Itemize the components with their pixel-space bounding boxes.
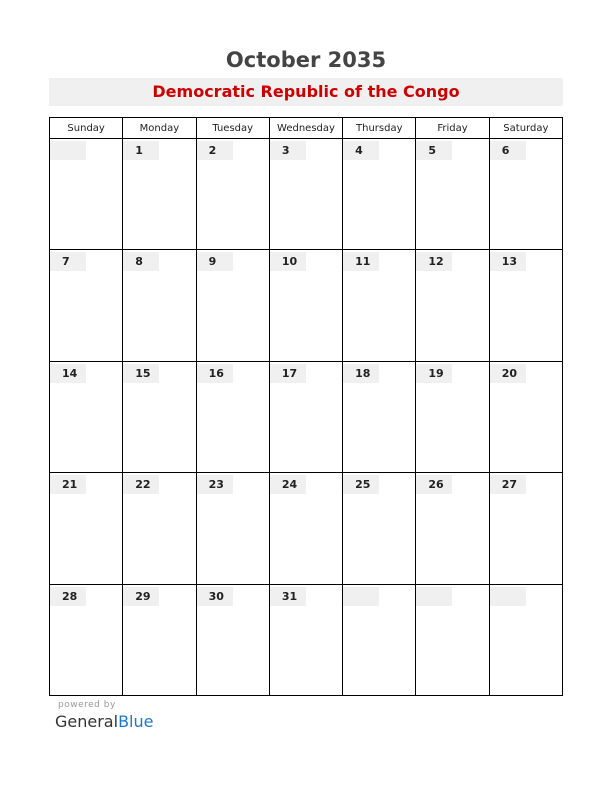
day-number: 14 (50, 364, 86, 383)
weekday-wednesday: Wednesday (269, 118, 342, 139)
day-cell (269, 139, 342, 250)
day-number (416, 587, 452, 606)
day-number: 10 (270, 252, 306, 271)
weekday-tuesday: Tuesday (196, 118, 269, 139)
country-name: Democratic Republic of the Congo (152, 82, 460, 101)
day-cell (50, 361, 123, 472)
day-number: 23 (197, 475, 233, 494)
weekday-sunday: Sunday (50, 118, 123, 139)
week-row (50, 139, 563, 250)
day-number: 11 (343, 252, 379, 271)
day-number: 19 (416, 364, 452, 383)
day-number: 5 (416, 141, 452, 160)
day-number: 29 (123, 587, 159, 606)
day-cell (416, 139, 489, 250)
day-cell (50, 250, 123, 361)
day-number: 21 (50, 475, 86, 494)
day-number: 3 (270, 141, 306, 160)
day-number: 6 (490, 141, 526, 160)
day-number: 1 (123, 141, 159, 160)
day-cell (416, 361, 489, 472)
day-number: 22 (123, 475, 159, 494)
day-number: 9 (197, 252, 233, 271)
day-cell (343, 473, 416, 584)
week-row (50, 250, 563, 361)
week-row (50, 584, 563, 695)
day-cell (123, 139, 196, 250)
day-cell (416, 584, 489, 695)
weekday-friday: Friday (416, 118, 489, 139)
day-number: 28 (50, 587, 86, 606)
day-cell (196, 250, 269, 361)
day-cell (50, 139, 123, 250)
day-cell (416, 473, 489, 584)
day-number (490, 587, 526, 606)
brand-general-text: General (55, 712, 119, 731)
day-cell (269, 250, 342, 361)
day-number: 25 (343, 475, 379, 494)
day-cell (343, 361, 416, 472)
day-number: 30 (197, 587, 233, 606)
brand-logo[interactable] (55, 712, 153, 731)
weekday-monday: Monday (123, 118, 196, 139)
day-cell (269, 361, 342, 472)
day-cell (50, 584, 123, 695)
day-cell (489, 250, 562, 361)
day-number: 24 (270, 475, 306, 494)
day-cell (196, 473, 269, 584)
day-number: 15 (123, 364, 159, 383)
day-cell (343, 584, 416, 695)
day-cell (196, 361, 269, 472)
day-number: 26 (416, 475, 452, 494)
day-cell (196, 584, 269, 695)
day-cell (489, 473, 562, 584)
day-number (343, 587, 379, 606)
day-cell (343, 250, 416, 361)
powered-by-label: powered by (58, 700, 116, 710)
day-number: 12 (416, 252, 452, 271)
day-cell (489, 361, 562, 472)
day-number: 18 (343, 364, 379, 383)
week-row (50, 361, 563, 472)
brand-blue-text: Blue (118, 712, 154, 731)
page-title: October 2035 (225, 48, 387, 72)
country-banner (49, 78, 563, 106)
day-number: 16 (197, 364, 233, 383)
calendar-grid (49, 117, 563, 696)
day-cell (123, 361, 196, 472)
weekday-thursday: Thursday (343, 118, 416, 139)
day-cell (269, 584, 342, 695)
day-number: 20 (490, 364, 526, 383)
weekday-header-row (50, 118, 563, 139)
day-cell (343, 139, 416, 250)
day-number: 13 (490, 252, 526, 271)
day-number (50, 141, 86, 160)
day-cell (50, 473, 123, 584)
day-cell (196, 139, 269, 250)
day-cell (269, 473, 342, 584)
day-number: 4 (343, 141, 379, 160)
day-number: 7 (50, 252, 86, 271)
week-row (50, 473, 563, 584)
day-cell (123, 250, 196, 361)
day-number: 31 (270, 587, 306, 606)
day-cell (123, 473, 196, 584)
day-number: 8 (123, 252, 159, 271)
day-cell (489, 139, 562, 250)
day-number: 17 (270, 364, 306, 383)
day-number: 2 (197, 141, 233, 160)
weekday-saturday: Saturday (489, 118, 562, 139)
day-number: 27 (490, 475, 526, 494)
day-cell (123, 584, 196, 695)
day-cell (489, 584, 562, 695)
day-cell (416, 250, 489, 361)
